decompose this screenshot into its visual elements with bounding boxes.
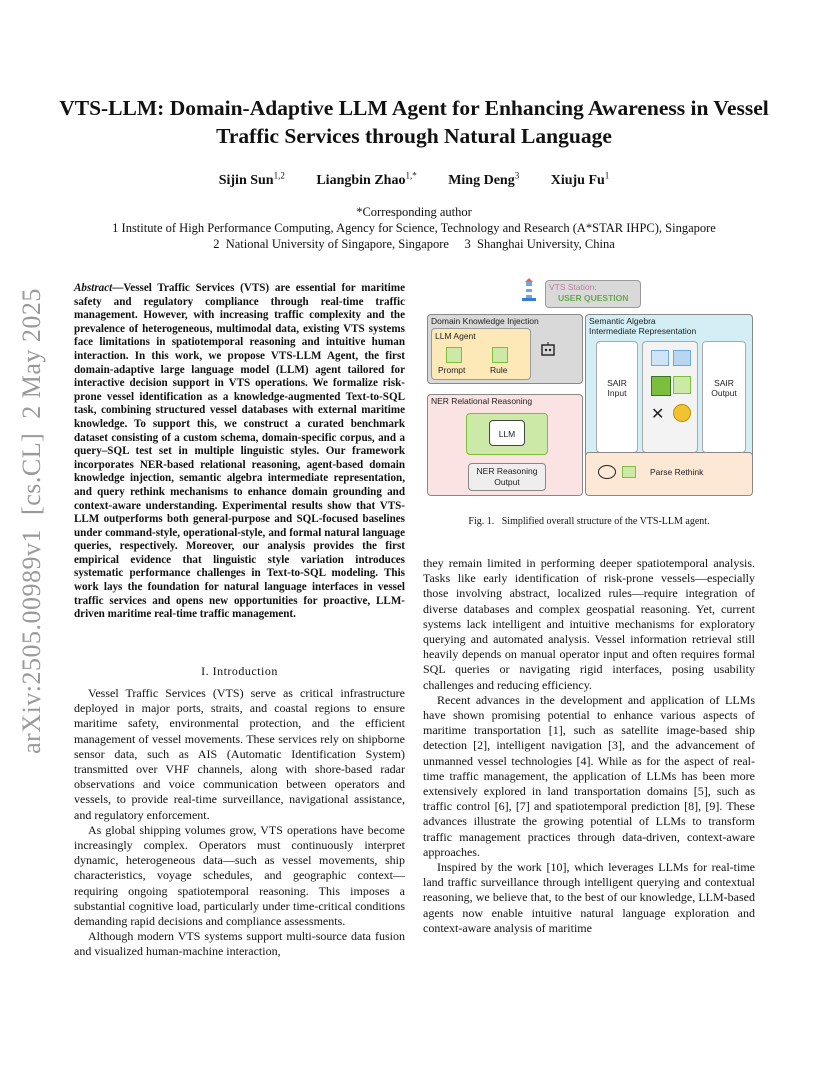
smiley-icon [673,404,691,422]
author: Liangbin Zhao$^{1,*}$ [316,170,417,188]
llm-agent-box: LLM Agent Prompt Rule [431,328,531,380]
figure-caption: Fig. 1. Simplified overall structure of the VTS-LLM agent. [468,516,710,527]
right-column-body [423,556,755,936]
arxiv-stamp [10,286,54,756]
sair-input-box: SAIR Input [596,341,638,453]
abstract-label: Abstract [74,282,113,294]
paragraph: Vessel Traffic Services (VTS) serve as critical infrastructure deployed in major ports, straits, and coastal regions to ensure maritime safety, environmental protection, and the efficient management of vessel movements. These services rely on shipborne sensor data, such as AIS (Automatic Identification System) transmitted over VHF channels, along with shore-based radar observations and voice communication between operators and vessels, to provide real-time surveillance, navigational assistance, and regulatory enforcement. [74,686,405,822]
formula-icon [651,350,669,366]
paragraph: Recent advances in the development and application of LLMs have shown promising potential to enhance various aspects of maritime transportation [1], such as satellite image-based ship detection [2], intelligent navigation [3], and the advancement of unmanned vessel technologies [4]. While as for the aspect of real-time traffic management, the application of LLMs has been more extensively explored in land transportation domains [5], such as traffic control [6], [7] and spatiotemporal prediction [8], [9]. These advances illustrate the growing potential of LLMs to transform traffic management practices through data-driven, context-aware approaches. [423,692,755,859]
paragraph: Inspired by the work [10], which leverages LLMs for real-time land traffic surveillance through intelligent querying and contextual reasoning, we believe that, to the best of our knowledge, LLM-based agents now enable intuitive natural language exploration and context-aware analysis of maritime [423,860,755,935]
user-question-box: VTS Station: USER QUESTION [545,280,641,308]
sair-output-box: SAIR Output [702,341,746,453]
copy-icon [673,350,691,366]
author: Sijin Sun$^{1,2}$ [218,170,285,188]
domain-injection-box: Domain Knowledge Injection LLM Agent Prompt Rule [427,314,583,384]
affiliation-line-1: 1 Institute of High Performance Computing, Agency for Science, Technology and Research (A*STAR IHPC), Singapore [112,221,716,235]
ner-output-box: NER Reasoning Output [468,463,546,491]
author: Xiuju Fu$^1$ [550,170,610,188]
ner-reasoning-box: NER Relational Reasoning LLM NER Reasoning Output [427,394,583,496]
left-column-body [74,686,405,960]
robot-icon [540,341,556,357]
paragraph: As global shipping volumes grow, VTS operations have become increasingly complex. Operators must continuously interpret dynamic, heterogeneous data—such as vessel movements, ship characteristics, voyage schedules, and geographic context—requiring ongoing spatiotemporal reasoning. This imposes a substantial cognitive load, particularly under time-critical conditions demanding rapid decisions and compliance assessments. [74,822,405,929]
lighthouse-icon [521,278,537,302]
corresponding-note: *Corresponding author [356,205,472,219]
figure-1 [423,276,755,500]
rule-icon [492,347,508,363]
llm-box: LLM [466,413,548,455]
affiliation-line-2: 2 National University of Singapore, Singapore 3 Shanghai University, China [213,237,615,251]
thought-icon [598,465,616,479]
arrow-icon [673,376,691,394]
tools-icon: ✕ [651,406,665,423]
author: Ming Deng$^3$ [448,170,520,188]
section-heading: I. Introduction [201,664,278,678]
sair-icons-box [642,341,698,453]
abstract [74,282,405,622]
parse-rethink-box: Parse Rethink [585,452,753,496]
paragraph: Although modern VTS systems support multi-source data fusion and visualized human-machine interaction, [74,929,405,959]
prompt-icon [446,347,462,363]
arxiv-id: arXiv:2505.00989v1 [cs.CL] 2 May 2025 [17,288,46,754]
grid-icon [651,376,671,396]
author-list [0,170,828,189]
transform-icon [622,466,636,478]
paragraph: they remain limited in performing deeper spatiotemporal analysis. Tasks like early identification of risk-prone vessels—especially those involving abstract, localized rules—require integration of diverse databases and complex geospatial reasoning. Yet, current systems lack intelligent and intuitive mechanisms for exploratory querying and automated analysis. Vessel information retrieval still heavily depends on manual operator input and often requires formal SQL queries or navigating rigid interfaces, posing usability challenges and reducing efficiency. [423,556,755,692]
abstract-text: —Vessel Traffic Services (VTS) are essential for maritime safety and regulatory compliance through real-time traffic management. However, with increasing traffic complexity and the prevalence of heterogeneous, multimodal data, existing VTS systems face limitations in spatiotemporal reasoning and intuitive human interaction. In this work, we propose VTS-LLM Agent, the first domain-adaptive large language model (LLM) agent tailored for interactive decision support in VTS operations. We formalize risk-prone vessel identification as a knowledge-augmented Text-to-SQL task, combining structured vessel databases with external maritime knowledge. To support this, we construct a curated benchmark dataset consisting of a custom schema, domain-specific corpus, and a query–SQL test set in multiple linguistic styles. Our framework incorporates NER-based relational reasoning, agent-based domain knowledge injection, semantic algebra intermediate representation, and query rethink mechanisms to enhance domain grounding and context-aware understanding. Experimental results show that VTS-LLM outperforms both general-purpose and SQL-focused baselines under command-style, operational-style, and formal natural language queries, respectively. Moreover, our analysis provides the first empirical evidence that linguistic style variation introduces systematic performance challenges in Text-to-SQL modeling. This work lays the foundation for natural language interfaces in vessel traffic services and opens new opportunities for proactive, LLM-driven maritime real-time traffic management. [74,282,405,621]
semantic-algebra-box: Semantic Algebra Intermediate Representation SAIR Input ✕ SAIR Output [585,314,753,470]
paper-title: VTS-LLM: Domain-Adaptive LLM Agent for Enhancing Awareness in Vessel Traffic Services through Natural Language [59,96,769,148]
